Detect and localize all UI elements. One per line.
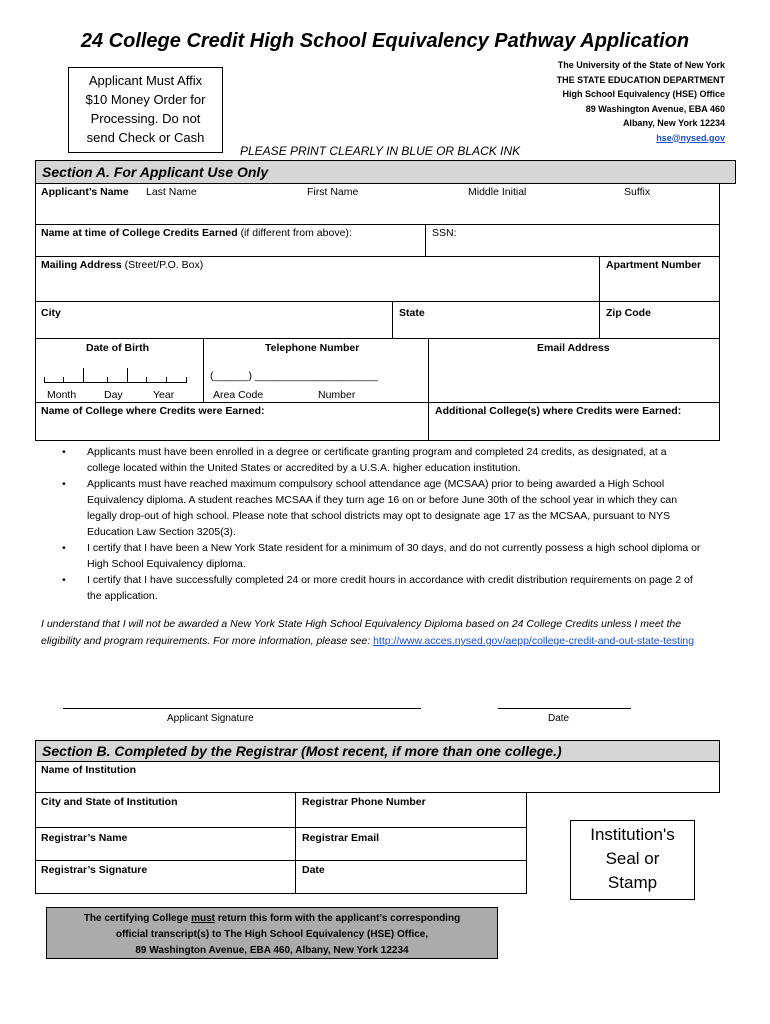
affix-line-2: $10 Money Order for	[85, 92, 206, 107]
eligibility-item: • Applicants must have been enrolled in a degree or certificate granting program and completed 24 credits, as designated, at a college located within the United States or accredited by a U.S.A. higher education institution.	[62, 444, 702, 476]
return-instructions	[46, 907, 498, 959]
seal-line-1: Institution's	[590, 825, 675, 844]
acknowledgement-body: I understand that I will not be awarded a New York State High School Equivalency Diploma based on 24 College Credits unless I meet the eligibility and program requirements. For more information, please see:	[41, 618, 682, 647]
city-state-label: City and State of Institution	[41, 796, 178, 808]
phone-entry-line: (______) _____________________	[210, 370, 378, 382]
agency-address	[557, 58, 725, 145]
first-name-label: First Name	[307, 186, 359, 198]
college-name-label: Name of College where Credits were Earned:	[41, 405, 265, 417]
year-label: Year	[153, 389, 175, 401]
affix-line-3: Processing. Do not	[90, 111, 201, 126]
footer-line-3: 89 Washington Avenue, EBA 460, Albany, New York 12234	[135, 945, 409, 956]
applicant-signature-label: Applicant Signature	[167, 713, 254, 724]
name-at-time-note: (if different from above):	[240, 227, 352, 239]
eligibility-list	[62, 444, 702, 604]
eligibility-item: • Applicants must have reached maximum compulsory school attendance age (MCSAA) prior to being awarded a High School Equivalency diploma. A student reaches MCSAA if they turn age 16 on or before June 30th of the school year in which they can legally drop-out of high school. Please note that school districts may opt to designate age 17 as the MCSAA, pursuant to NYS Education Law Section 3205(3).	[62, 476, 702, 540]
footer-line-1c: return this form with the applicant’s corresponding	[214, 913, 461, 924]
date-label: Date	[548, 713, 570, 724]
mailing-address-label	[41, 259, 203, 271]
institution-label: Name of Institution	[41, 764, 137, 776]
footer-line-2: official transcript(s) to The High School Equivalency (HSE) Office,	[115, 929, 429, 940]
dob-label: Date of Birth	[86, 342, 149, 354]
signature-line[interactable]	[63, 708, 421, 709]
money-order-notice	[68, 67, 223, 153]
state-label: State	[399, 307, 425, 319]
institution-field[interactable]	[35, 762, 720, 793]
city-label: City	[41, 307, 61, 319]
registrar-name-label: Registrar’s Name	[41, 832, 128, 844]
phone-label: Telephone Number	[265, 342, 360, 354]
applicant-name-label: Applicant’s Name	[41, 186, 129, 198]
agency-line-2: THE STATE EDUCATION DEPARTMENT	[556, 74, 725, 85]
section-b-heading: Section B. Completed by the Registrar (Most recent, if more than one college.)	[35, 740, 720, 762]
mailing-address-note: (Street/P.O. Box)	[124, 259, 204, 271]
footer-must: must	[191, 913, 215, 924]
agency-email-link[interactable]: hse@nysed.gov	[656, 132, 725, 143]
ssn-label: SSN:	[432, 227, 457, 239]
additional-college-label: Additional College(s) where Credits were Earned:	[435, 405, 682, 417]
affix-line-1: Applicant Must Affix	[88, 73, 203, 88]
city-field[interactable]	[35, 302, 393, 339]
dob-entry-line	[44, 382, 187, 383]
seal-line-3: Stamp	[607, 873, 658, 892]
seal-line-2: Seal or	[605, 849, 660, 868]
affix-line-4: send Check or Cash	[86, 130, 205, 145]
middle-initial-label: Middle Initial	[468, 186, 527, 198]
section-a-heading: Section A. For Applicant Use Only	[35, 160, 736, 184]
more-info-link[interactable]: http://www.acces.nysed.gov/aepp/college-credit-and-out-state-testing	[373, 635, 695, 647]
last-name-label: Last Name	[146, 186, 197, 198]
apartment-label: Apartment Number	[606, 259, 702, 271]
registrar-date-label: Date	[302, 864, 325, 876]
eligibility-item: • I certify that I have been a New York State resident for a minimum of 30 days, and do not currently possess a high school diploma or High School Equivalency diploma.	[62, 540, 702, 572]
area-code-label: Area Code	[213, 389, 264, 401]
date-line[interactable]	[498, 708, 631, 709]
agency-line-5: Albany, New York 12234	[622, 118, 725, 128]
registrar-email-label: Registrar Email	[302, 832, 380, 844]
print-instruction: PLEASE PRINT CLEARLY IN BLUE OR BLACK INK	[240, 144, 521, 158]
registrar-phone-label: Registrar Phone Number	[302, 796, 426, 808]
agency-line-4: 89 Washington Avenue, EBA 460	[585, 103, 725, 114]
page-title: 24 College Credit High School Equivalency Pathway Application	[80, 30, 690, 52]
email-label: Email Address	[537, 342, 610, 354]
registrar-signature-label: Registrar’s Signature	[41, 864, 148, 876]
applicant-name-field[interactable]	[35, 184, 720, 225]
suffix-label: Suffix	[624, 186, 651, 198]
footer-line-1a: The certifying College	[83, 913, 192, 924]
zip-label: Zip Code	[606, 307, 651, 319]
footer-line-1	[47, 911, 497, 927]
month-label: Month	[47, 389, 77, 401]
ssn-field[interactable]	[426, 225, 720, 257]
agency-line-1: The University of the State of New York	[557, 60, 725, 70]
number-label: Number	[318, 389, 356, 401]
agency-line-3: High School Equivalency (HSE) Office	[562, 89, 725, 99]
name-at-time-title: Name at time of College Credits Earned	[41, 227, 238, 239]
name-at-time-label	[41, 227, 352, 239]
eligibility-item: • I certify that I have successfully completed 24 or more credit hours in accordance with credit distribution requirements on page 2 of the application.	[62, 572, 702, 604]
mailing-address-title: Mailing Address	[41, 259, 122, 271]
seal-stamp-box	[570, 820, 695, 900]
day-label: Day	[104, 389, 123, 401]
registrar-date-field[interactable]	[296, 861, 527, 894]
acknowledgement-text	[41, 616, 701, 650]
